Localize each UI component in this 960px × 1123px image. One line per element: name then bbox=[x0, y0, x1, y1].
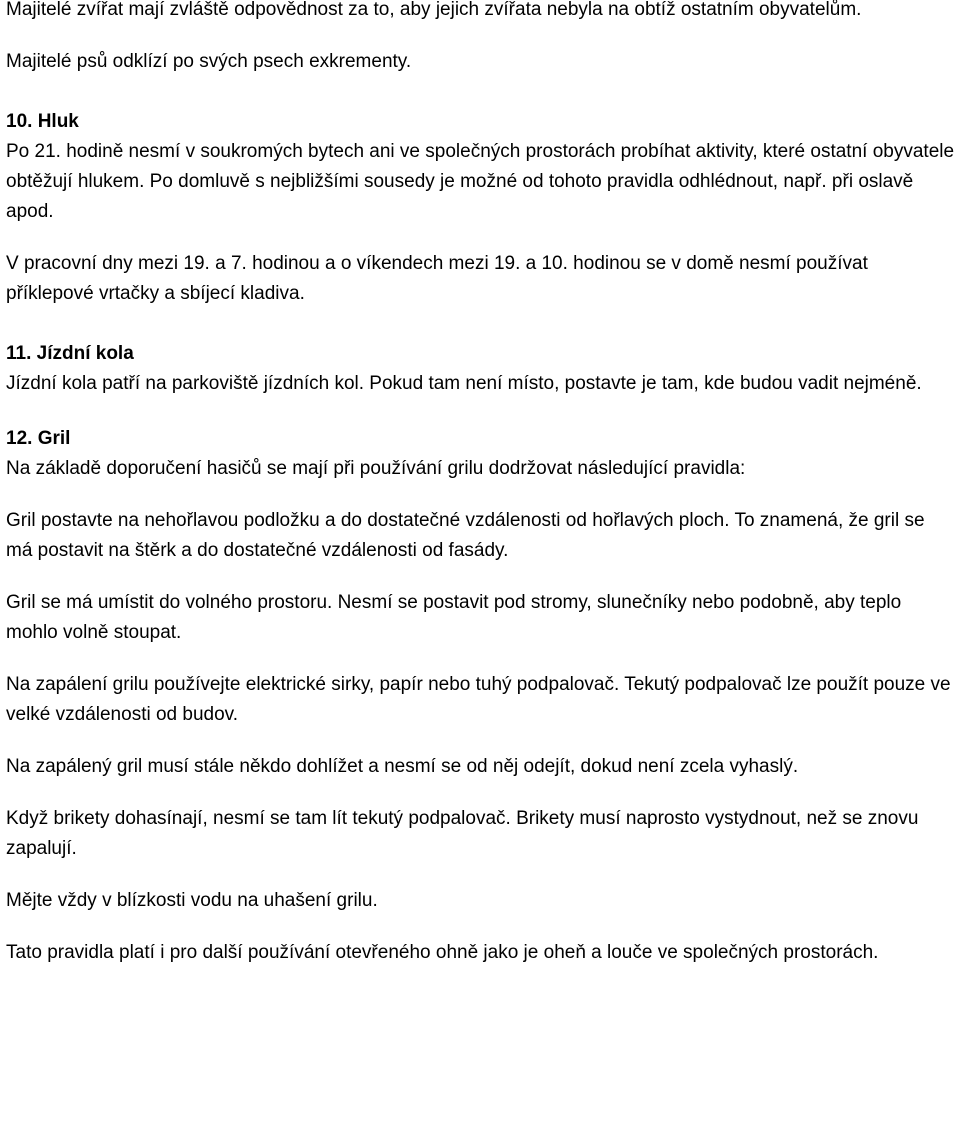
gril-paragraph-open-fire: Tato pravidla platí i pro další používání otevřeného ohně jako je oheň a louče ve společných prostorách. bbox=[6, 942, 879, 963]
gril-paragraph-supervision: Na zapálený gril musí stále někdo dohlížet a nesmí se od něj odejít, dokud není zcela vyhaslý. bbox=[6, 756, 799, 777]
document-page bbox=[6, 0, 956, 968]
section-heading-hluk: 10. Hluk bbox=[6, 111, 79, 132]
intro-paragraph-animals: Majitelé zvířat mají zvláště odpovědnost za to, aby jejich zvířata nebyla na obtíž ostatním obyvatelům. bbox=[6, 0, 862, 20]
section-heading-gril: 12. Gril bbox=[6, 428, 71, 449]
gril-paragraph-space: Gril se má umístit do volného prostoru. Nesmí se postavit pod stromy, slunečníky nebo podobně, aby teplo mohlo volně stoupat. bbox=[6, 592, 902, 643]
gril-paragraph-briquettes: Když brikety dohasínají, nesmí se tam lít tekutý podpalovač. Brikety musí naprosto vystydnout, než se znovu zapalují. bbox=[6, 808, 919, 859]
gril-paragraph-intro: Na základě doporučení hasičů se mají při používání grilu dodržovat následující pravidla: bbox=[6, 458, 746, 479]
gril-paragraph-lighting: Na zapálení grilu používejte elektrické sirky, papír nebo tuhý podpalovač. Tekutý podpalovač lze použít pouze ve velké vzdálenosti od budov. bbox=[6, 674, 951, 725]
section-heading-kola: 11. Jízdní kola bbox=[6, 343, 134, 364]
hluk-paragraph-night: Po 21. hodině nesmí v soukromých bytech ani ve společných prostorách probíhat aktivity, které ostatní obyvatele obtěžují hlukem. Po domluvě s nejbližšími sousedy je možné od tohoto pravidla odhlédnout, např. při oslavě apod. bbox=[6, 141, 955, 222]
intro-paragraph-dogs: Majitelé psů odklízí po svých psech exkrementy. bbox=[6, 51, 412, 72]
gril-paragraph-water: Mějte vždy v blízkosti vodu na uhašení grilu. bbox=[6, 890, 378, 911]
hluk-paragraph-tools: V pracovní dny mezi 19. a 7. hodinou a o víkendech mezi 19. a 10. hodinou se v domě nesmí používat příklepové vrtačky a sbíjecí kladiva. bbox=[6, 253, 868, 304]
kola-paragraph: Jízdní kola patří na parkoviště jízdních kol. Pokud tam není místo, postavte je tam, kde budou vadit nejméně. bbox=[6, 373, 922, 394]
gril-paragraph-placement: Gril postavte na nehořlavou podložku a do dostatečné vzdálenosti od hořlavých ploch. To znamená, že gril se má postavit na štěrk a do dostatečné vzdálenosti od fasády. bbox=[6, 510, 925, 561]
